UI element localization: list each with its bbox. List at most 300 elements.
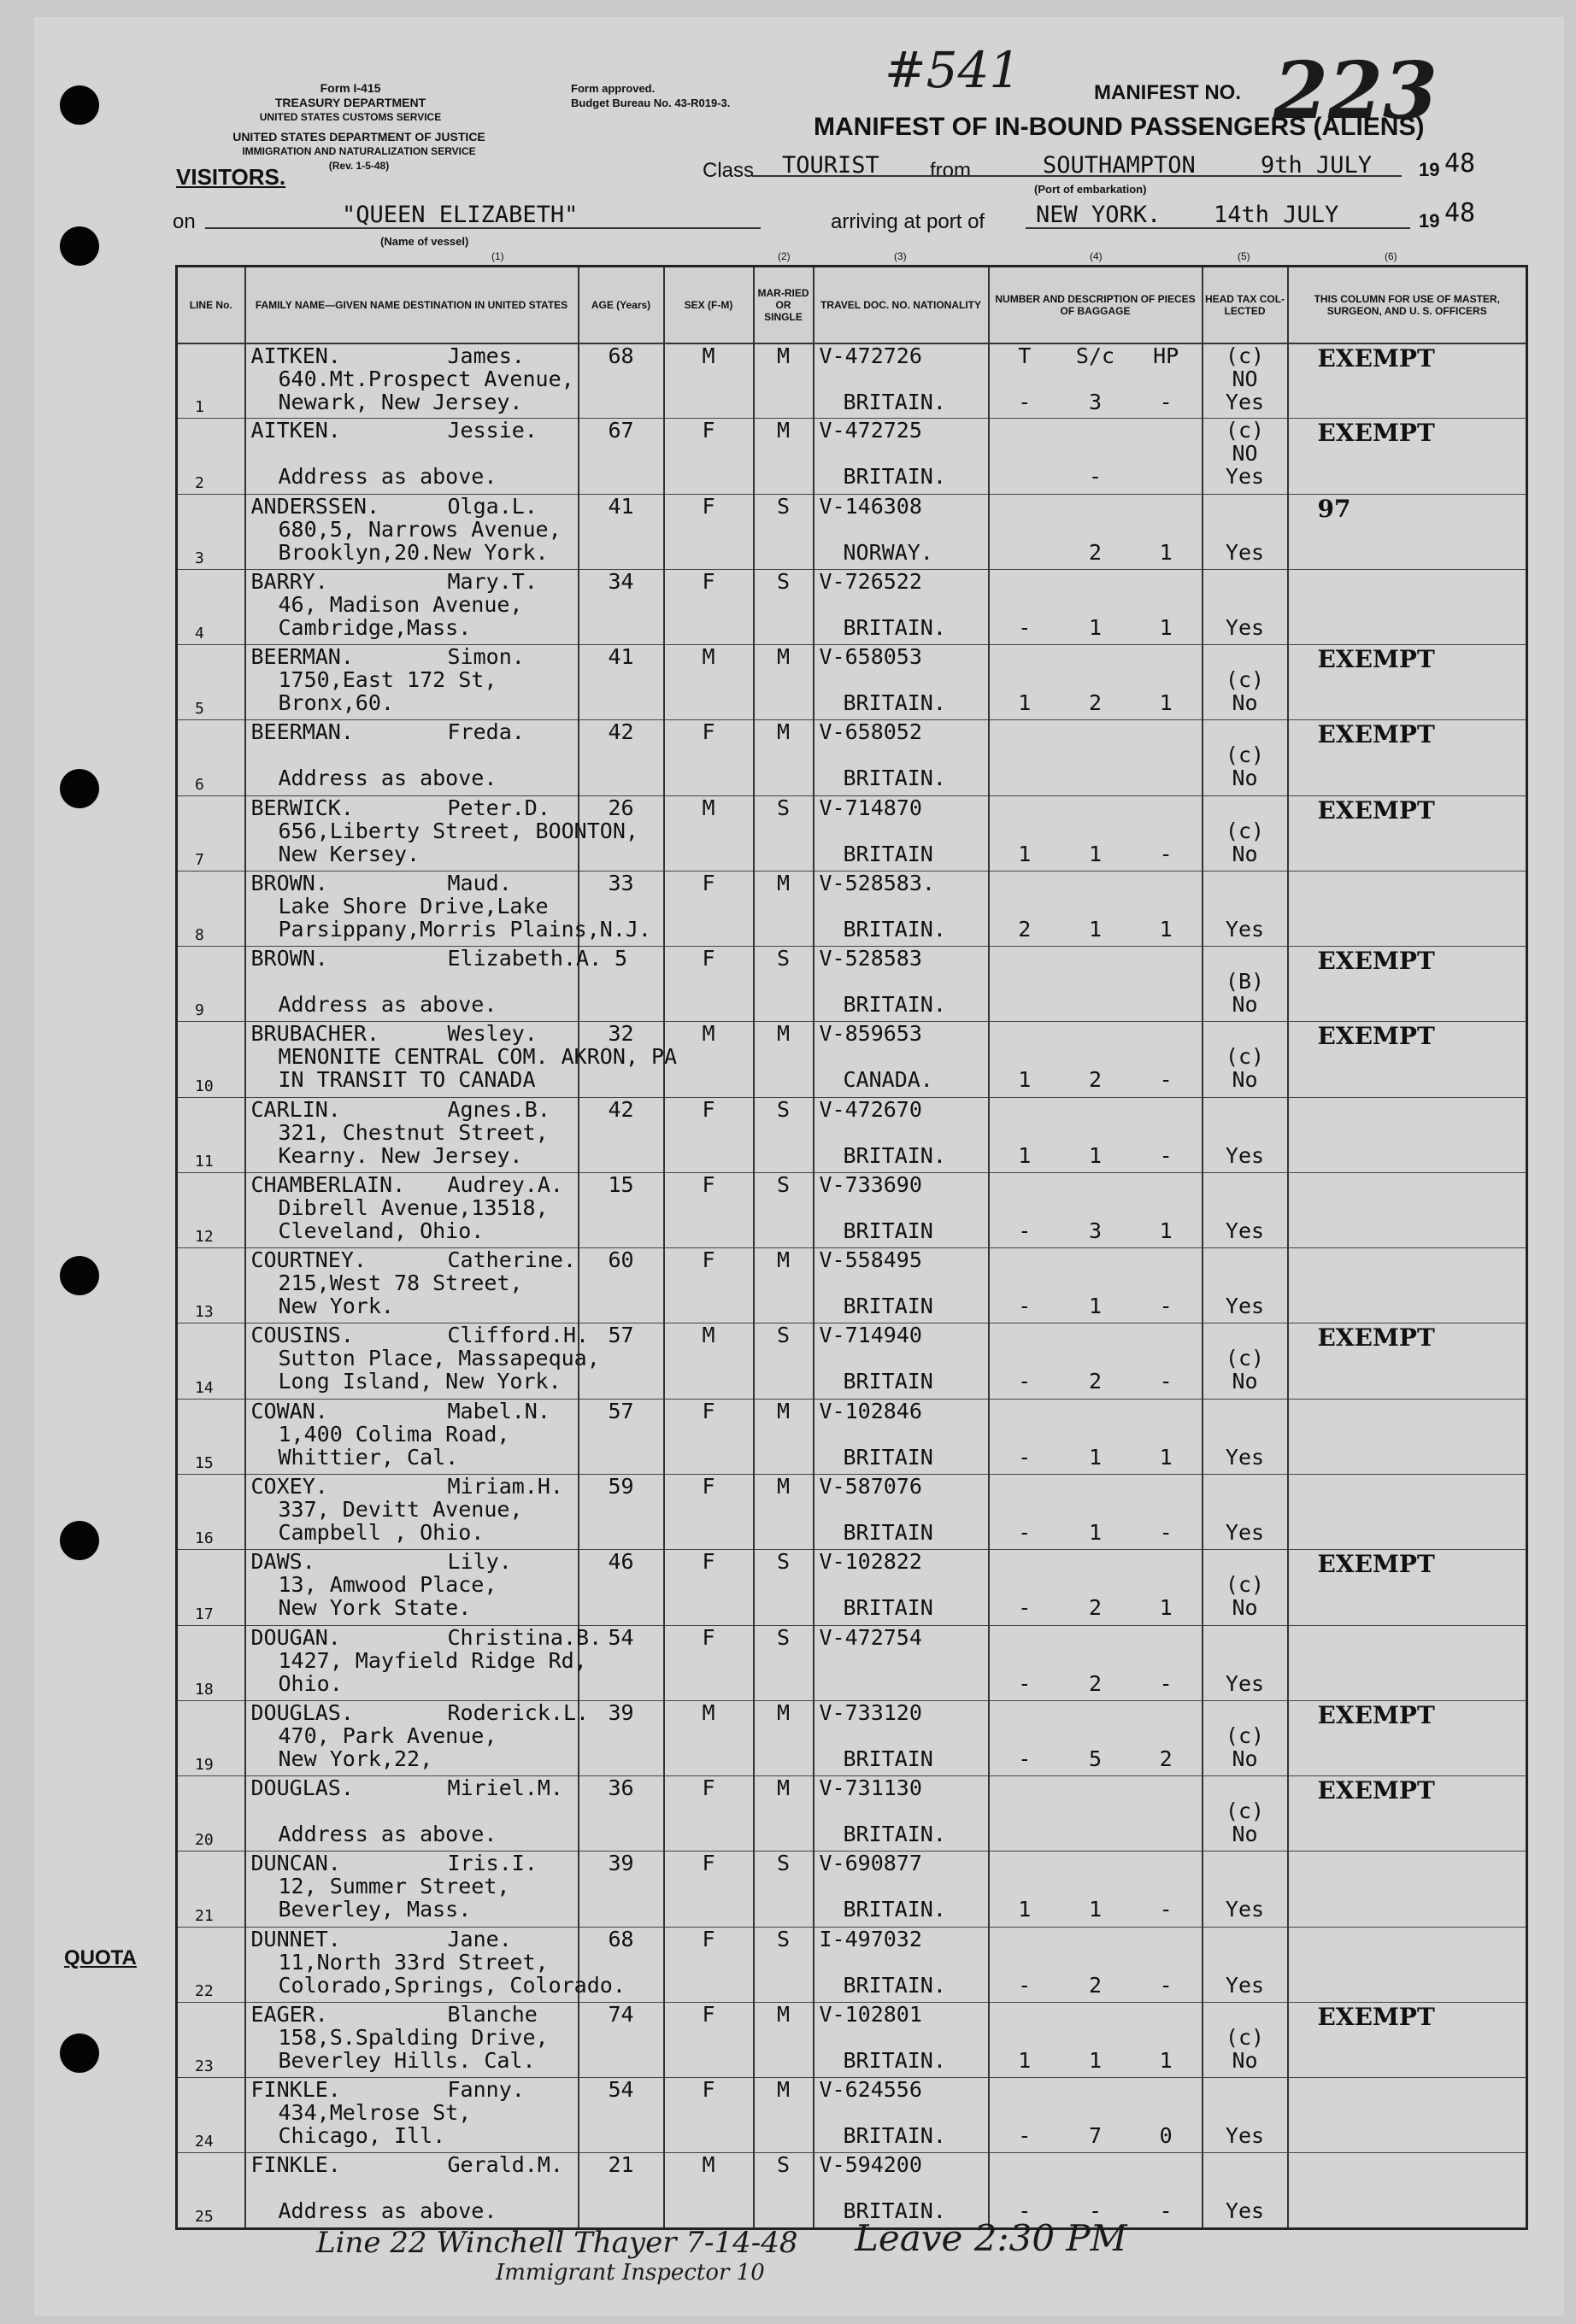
married-cell	[754, 2153, 814, 2229]
sex-value: F	[702, 568, 715, 594]
baggage-count-t: 1	[1018, 1067, 1032, 1093]
head-tax-line-1	[1203, 645, 1287, 668]
married-value: M	[776, 1775, 791, 1801]
travel-doc-cell	[814, 1323, 989, 1399]
footer-leave-time: Leave 2:30 PM	[855, 2217, 1127, 2259]
head-tax-line-1	[1203, 947, 1287, 970]
age-value: 39	[608, 1851, 634, 1876]
nationality: BRITAIN	[843, 1444, 933, 1470]
name-cell	[245, 1699, 590, 1775]
baggage-cell	[989, 1248, 1203, 1323]
married-cell	[754, 419, 814, 494]
travel-doc-cell	[814, 720, 989, 795]
officer-stamp: EXEMPT	[1317, 947, 1435, 976]
baggage-type-t	[999, 495, 1050, 518]
sex-cell	[664, 1399, 754, 1474]
head-tax-line-1	[1203, 1550, 1287, 1573]
age-cell	[579, 1323, 664, 1399]
baggage-cell	[989, 645, 1203, 720]
baggage-count-t: -	[1018, 614, 1032, 640]
head-tax-line-3: No	[1232, 766, 1258, 791]
married-cell	[754, 2078, 814, 2153]
baggage-type-sc	[1069, 1626, 1120, 1649]
line-number: 24	[195, 2133, 214, 2151]
baggage-count-hp: -	[1159, 1369, 1173, 1394]
head-tax-line-1	[1203, 796, 1287, 819]
sex-value: F	[702, 1398, 715, 1423]
travel-doc-number: V-472670	[819, 1096, 922, 1122]
baggage-counts	[990, 541, 1202, 564]
head-tax-line-3: Yes	[1225, 464, 1265, 490]
family-name: DOUGAN.	[250, 1624, 341, 1650]
line-number: 13	[195, 1303, 214, 1322]
officer-stamp	[1289, 1463, 1318, 1503]
family-name: ANDERSSEN.	[250, 493, 380, 519]
baggage-counts	[990, 766, 1202, 789]
head-tax-cell	[1203, 645, 1288, 720]
nationality: BRITAIN	[843, 1218, 933, 1243]
head-tax-line-1	[1203, 1248, 1287, 1271]
address-line-1: 12, Summer Street,	[278, 1874, 510, 1899]
head-tax-line-3: No	[1232, 992, 1258, 1018]
head-tax-cell	[1203, 871, 1288, 946]
given-name: Maud.	[447, 870, 512, 895]
baggage-count-hp: 1	[1159, 539, 1173, 565]
baggage-type-sc	[1069, 1852, 1120, 1875]
baggage-counts	[990, 2049, 1202, 2072]
age-cell	[579, 1399, 664, 1474]
age-value: 54	[608, 2077, 634, 2103]
officer-stamp	[1289, 1614, 1318, 1654]
passenger-name	[246, 1098, 578, 1121]
head-tax-cell	[1203, 494, 1288, 569]
head-tax-line-2	[1203, 593, 1287, 616]
address-line-1: 215,West 78 Street,	[278, 1271, 523, 1296]
given-name: Miriel.M.	[447, 1775, 563, 1801]
baggage-types	[990, 2078, 1202, 2101]
age-cell	[579, 871, 664, 946]
head-tax-line-3: No	[1232, 1746, 1258, 1771]
baggage-type-t	[999, 1852, 1050, 1875]
head-tax-cell	[1203, 1022, 1288, 1097]
sex-value: M	[702, 1021, 715, 1047]
passenger-name	[246, 1699, 590, 1725]
officer-use-cell	[1288, 1776, 1527, 1852]
port-embarkation: SOUTHAMPTON	[1043, 152, 1196, 179]
head-tax-line-2	[1203, 1951, 1287, 1974]
address-line-2: Bronx,60.	[278, 690, 394, 716]
baggage-cell	[989, 1550, 1203, 1625]
passenger-name	[246, 645, 578, 668]
passenger-name	[246, 2153, 578, 2176]
table-row	[177, 1399, 1527, 1474]
baggage-types	[990, 1626, 1202, 1649]
head-tax-cell	[1203, 795, 1288, 871]
baggage-count-t: 1	[1018, 1142, 1032, 1168]
baggage-cell	[989, 1097, 1203, 1172]
head-tax-line-2: (c)	[1225, 1044, 1265, 1070]
sex-value: M	[702, 343, 715, 368]
head-tax-line-2: NO	[1232, 441, 1258, 467]
baggage-count-sc: 1	[1088, 1294, 1103, 1319]
passenger-name	[246, 1550, 578, 1573]
baggage-type-t	[999, 1550, 1050, 1573]
travel-doc-number: V-859653	[819, 1021, 922, 1047]
line-number-cell	[177, 1852, 245, 1927]
punch-hole	[60, 1521, 99, 1560]
family-name: AITKEN.	[250, 343, 341, 368]
sex-value: F	[702, 1775, 715, 1801]
sex-cell	[664, 343, 754, 419]
baggage-count-sc: 2	[1088, 1670, 1103, 1696]
head-tax-line-2	[1203, 1423, 1287, 1446]
officer-stamp: EXEMPT	[1317, 419, 1435, 448]
head-tax-line-1	[1203, 570, 1287, 593]
line-number-cell	[177, 494, 245, 569]
treasury-label: TREASURY DEPARTMENT	[274, 96, 426, 109]
family-name: BEERMAN.	[250, 719, 354, 745]
baggage-type-sc	[1069, 1701, 1120, 1724]
head-tax-line-1	[1203, 872, 1287, 895]
baggage-type-t	[999, 1400, 1050, 1423]
sex-value: M	[702, 2152, 715, 2178]
line-number: 19	[195, 1756, 214, 1775]
age-value: 32	[608, 1021, 634, 1047]
name-cell	[245, 1624, 603, 1700]
travel-doc-number: V-102846	[819, 1398, 922, 1423]
name-cell	[245, 1550, 579, 1625]
travel-doc-number: I-497032	[819, 1926, 922, 1951]
age-value: 68	[608, 1926, 634, 1951]
travel-doc-number: V-146308	[819, 493, 922, 519]
age-value: 39	[608, 1699, 634, 1725]
baggage-counts	[990, 1898, 1202, 1921]
given-name: Agnes.B.	[447, 1096, 550, 1122]
manifest-no-label: MANIFEST NO.	[1094, 81, 1241, 104]
line-number-cell	[177, 871, 245, 946]
sex-cell	[664, 494, 754, 569]
table-row	[177, 1550, 1527, 1625]
baggage-type-sc: S/c	[1075, 343, 1115, 368]
address-line-2: Address as above.	[278, 1822, 497, 1847]
address-line-2: Beverley Hills. Cal.	[278, 2047, 536, 2073]
passenger-name	[246, 720, 578, 743]
line-number-cell	[177, 947, 245, 1022]
line-number: 6	[195, 775, 204, 794]
baggage-count-sc: 2	[1088, 1067, 1103, 1093]
family-name: BERWICK.	[250, 795, 354, 820]
married-cell	[754, 1248, 814, 1323]
quota-label: QUOTA	[64, 1946, 137, 1969]
travel-doc-number: V-587076	[819, 1473, 922, 1499]
name-cell	[245, 2153, 579, 2229]
baggage-types	[990, 1098, 1202, 1121]
col-header-head-tax: HEAD TAX COL-LECTED	[1203, 267, 1288, 343]
passenger-name	[246, 495, 578, 518]
head-tax-line-2	[1203, 1196, 1287, 1219]
form-approved: Form approved.	[571, 82, 656, 95]
baggage-count-hp: 1	[1159, 1444, 1173, 1470]
age-cell	[579, 720, 664, 795]
baggage-counts	[990, 918, 1202, 941]
head-tax-line-3: Yes	[1225, 1972, 1265, 1998]
baggage-type-sc	[1069, 2153, 1120, 2176]
family-name: DOUGLAS.	[250, 1699, 354, 1725]
sex-value: F	[702, 1851, 715, 1876]
married-cell	[754, 1700, 814, 1775]
married-cell	[754, 1097, 814, 1172]
baggage-types	[990, 1701, 1202, 1724]
age-cell	[579, 1550, 664, 1625]
travel-doc-number: V-731130	[819, 1775, 922, 1801]
head-tax-line-3: No	[1232, 1822, 1258, 1847]
line-number-cell	[177, 569, 245, 644]
baggage-types	[990, 419, 1202, 442]
nationality: BRITAIN.	[843, 1822, 946, 1847]
age-cell	[579, 2002, 664, 2077]
name-cell	[245, 1776, 579, 1852]
sex-value: F	[702, 1624, 715, 1650]
baggage-cell	[989, 947, 1203, 1022]
head-tax-line-1	[1203, 2003, 1287, 2026]
baggage-type-t	[999, 796, 1050, 819]
baggage-cell	[989, 1852, 1203, 1927]
address-line-2: IN TRANSIT TO CANADA	[278, 1067, 536, 1093]
head-tax-cell	[1203, 569, 1288, 644]
col-header-name: FAMILY NAME—GIVEN NAME DESTINATION IN UNITED STATES	[245, 267, 579, 343]
baggage-count-hp: -	[1159, 1142, 1173, 1168]
punch-hole	[60, 85, 99, 125]
age-cell	[579, 1927, 664, 2002]
sex-cell	[664, 1474, 754, 1549]
passenger-name	[246, 1248, 578, 1271]
visitors-label: VISITORS.	[176, 164, 286, 190]
address-line-2: Brooklyn,20.New York.	[278, 539, 549, 565]
baggage-counts	[990, 842, 1202, 866]
baggage-counts	[990, 1144, 1202, 1167]
family-name: COUSINS.	[250, 1323, 354, 1348]
baggage-type-sc	[1069, 1928, 1120, 1951]
address-line-1	[246, 1799, 578, 1822]
head-tax-line-3: Yes	[1225, 1670, 1265, 1696]
head-tax-line-3: Yes	[1225, 1142, 1265, 1168]
travel-doc-cell	[814, 1399, 989, 1474]
travel-doc-number: V-733120	[819, 1699, 922, 1725]
head-tax-cell	[1203, 1172, 1288, 1247]
head-tax-line-1: (c)	[1225, 343, 1265, 368]
baggage-count-hp	[1140, 766, 1191, 789]
baggage-counts	[990, 1521, 1202, 1544]
given-name: Christina.B.	[447, 1624, 603, 1650]
baggage-type-hp	[1140, 1852, 1191, 1875]
age-value: 5	[614, 946, 628, 971]
line-number: 8	[195, 926, 204, 945]
arrival-year-prefix: 19	[1419, 210, 1440, 232]
address-line-1: 337, Devitt Avenue,	[278, 1496, 523, 1522]
married-value: S	[776, 568, 791, 594]
travel-doc-number: V-658052	[819, 719, 922, 745]
head-tax-line-1	[1203, 1701, 1287, 1724]
travel-doc-cell	[814, 795, 989, 871]
age-value: 57	[608, 1323, 634, 1348]
passenger-name	[246, 1173, 578, 1196]
head-tax-line-2: (c)	[1225, 818, 1265, 843]
nationality: BRITAIN.	[843, 916, 946, 942]
line-number-cell	[177, 1776, 245, 1852]
passenger-name	[246, 2078, 578, 2101]
baggage-count-hp: -	[1159, 2198, 1173, 2224]
baggage-count-sc: 1	[1088, 916, 1103, 942]
sex-cell	[664, 1022, 754, 1097]
passenger-name	[246, 419, 578, 442]
married-cell	[754, 1172, 814, 1247]
head-tax-cell	[1203, 2153, 1288, 2229]
vessel-caption: (Name of vessel)	[380, 235, 469, 248]
footer-inspector-title: Immigrant Inspector 10	[496, 2260, 765, 2286]
given-name: James.	[447, 343, 525, 368]
address-line-1: 656,Liberty Street, BOONTON,	[278, 818, 638, 843]
nationality: BRITAIN.	[843, 1142, 946, 1168]
age-cell	[579, 343, 664, 419]
name-cell	[245, 2002, 579, 2077]
baggage-type-t	[999, 2078, 1050, 2101]
col-header-age: AGE (Years)	[579, 267, 664, 343]
age-value: 34	[608, 568, 634, 594]
baggage-count-sc: 1	[1088, 841, 1103, 866]
baggage-type-hp	[1140, 570, 1191, 593]
age-cell	[579, 1852, 664, 1927]
head-tax-line-3: No	[1232, 1067, 1258, 1093]
head-tax-line-2: (c)	[1225, 1346, 1265, 1371]
address-line-2: Whittier, Cal.	[278, 1444, 459, 1470]
family-name: BRUBACHER.	[250, 1021, 380, 1047]
sex-cell	[664, 2078, 754, 2153]
family-name: DOUGLAS.	[250, 1775, 354, 1801]
embark-year-prefix: 19	[1419, 159, 1440, 180]
age-value: 68	[608, 343, 634, 368]
baggage-count-sc	[1069, 766, 1120, 789]
married-value: M	[776, 343, 791, 368]
baggage-types	[990, 947, 1202, 970]
head-tax-line-2: (c)	[1225, 742, 1265, 768]
travel-doc-cell	[814, 1625, 989, 1700]
officer-use-cell	[1288, 795, 1527, 871]
married-value: M	[776, 2077, 791, 2103]
nationality	[814, 1672, 988, 1695]
sex-value: F	[702, 1926, 715, 1951]
sex-value: M	[702, 1699, 715, 1725]
address-line-2: Chicago, Ill.	[278, 2123, 446, 2149]
sex-value: F	[702, 2001, 715, 2027]
address-line-1: Dibrell Avenue,13518,	[278, 1194, 549, 1220]
line-number-cell	[177, 1399, 245, 1474]
baggage-count-hp: 0	[1159, 2123, 1173, 2149]
passenger-name	[246, 1022, 578, 1045]
family-name: BARRY.	[250, 568, 328, 594]
head-tax-line-2	[1203, 2101, 1287, 2124]
baggage-cell	[989, 1927, 1203, 2002]
line-number-cell	[177, 1927, 245, 2002]
passenger-name	[246, 2003, 578, 2026]
vessel-name: "QUEEN ELIZABETH"	[342, 202, 579, 228]
head-tax-cell	[1203, 1625, 1288, 1700]
given-name: Wesley.	[447, 1021, 538, 1047]
address-line-1	[246, 743, 578, 766]
head-tax-line-3: Yes	[1225, 916, 1265, 942]
given-name: Mabel.N.	[447, 1398, 550, 1423]
given-name: Elizabeth.A.	[447, 946, 603, 971]
from-label: from	[930, 159, 971, 182]
table-row	[177, 2078, 1527, 2153]
sex-cell	[664, 2153, 754, 2229]
married-cell	[754, 1776, 814, 1852]
family-name: CARLIN.	[250, 1096, 341, 1122]
address-line-2: Ohio.	[278, 1670, 343, 1696]
baggage-cell	[989, 795, 1203, 871]
baggage-count-sc: 1	[1088, 1444, 1103, 1470]
nationality: BRITAIN.	[843, 690, 946, 716]
baggage-cell	[989, 871, 1203, 946]
travel-doc-cell	[814, 1927, 989, 2002]
baggage-count-hp: 1	[1159, 1218, 1173, 1243]
family-name: DUNNET.	[250, 1926, 341, 1951]
baggage-count-sc: 3	[1088, 1218, 1103, 1243]
sex-value: F	[702, 870, 715, 895]
married-cell	[754, 343, 814, 419]
sex-cell	[664, 569, 754, 644]
baggage-count-t	[999, 1822, 1050, 1846]
line-number: 1	[195, 398, 204, 417]
baggage-counts	[990, 1370, 1202, 1393]
baggage-type-sc	[1069, 1550, 1120, 1573]
name-cell	[245, 946, 603, 1022]
officer-stamp: EXEMPT	[1317, 795, 1435, 825]
address-line-2: Newark, New Jersey.	[278, 389, 523, 414]
baggage-count-sc: 3	[1088, 389, 1103, 414]
baggage-type-hp	[1140, 2003, 1191, 2026]
address-line-2: Parsippany,Morris Plains,N.J.	[278, 916, 651, 942]
nationality: BRITAIN.	[843, 2123, 946, 2149]
embark-date: 9th JULY	[1261, 152, 1373, 179]
head-tax-line-3: Yes	[1225, 1294, 1265, 1319]
age-value: 36	[608, 1775, 634, 1801]
approval-block	[571, 81, 730, 110]
address-line-2: Address as above.	[278, 464, 497, 490]
baggage-type-t	[999, 1928, 1050, 1951]
travel-doc-number: V-472725	[819, 418, 922, 443]
married-cell	[754, 2002, 814, 2077]
baggage-count-sc: 2	[1088, 539, 1103, 565]
line-number-cell	[177, 2078, 245, 2153]
arrival-date: 14th JULY	[1214, 202, 1339, 228]
baggage-type-sc	[1069, 872, 1120, 895]
head-tax-cell	[1203, 1927, 1288, 2002]
baggage-type-sc	[1069, 495, 1120, 518]
baggage-types	[990, 872, 1202, 895]
head-tax-line-3: Yes	[1225, 389, 1265, 414]
travel-doc-cell	[814, 1474, 989, 1549]
address-line-2: New York State.	[278, 1595, 472, 1621]
head-tax-cell	[1203, 419, 1288, 494]
head-tax-line-2: (B)	[1225, 969, 1265, 995]
form-id: Form I-415	[320, 81, 381, 95]
passenger-manifest-table	[175, 265, 1528, 2230]
married-value: M	[776, 719, 791, 745]
family-name: FINKLE.	[250, 2152, 341, 2178]
baggage-counts	[990, 1596, 1202, 1619]
baggage-type-t	[999, 419, 1050, 442]
age-cell	[579, 1097, 664, 1172]
